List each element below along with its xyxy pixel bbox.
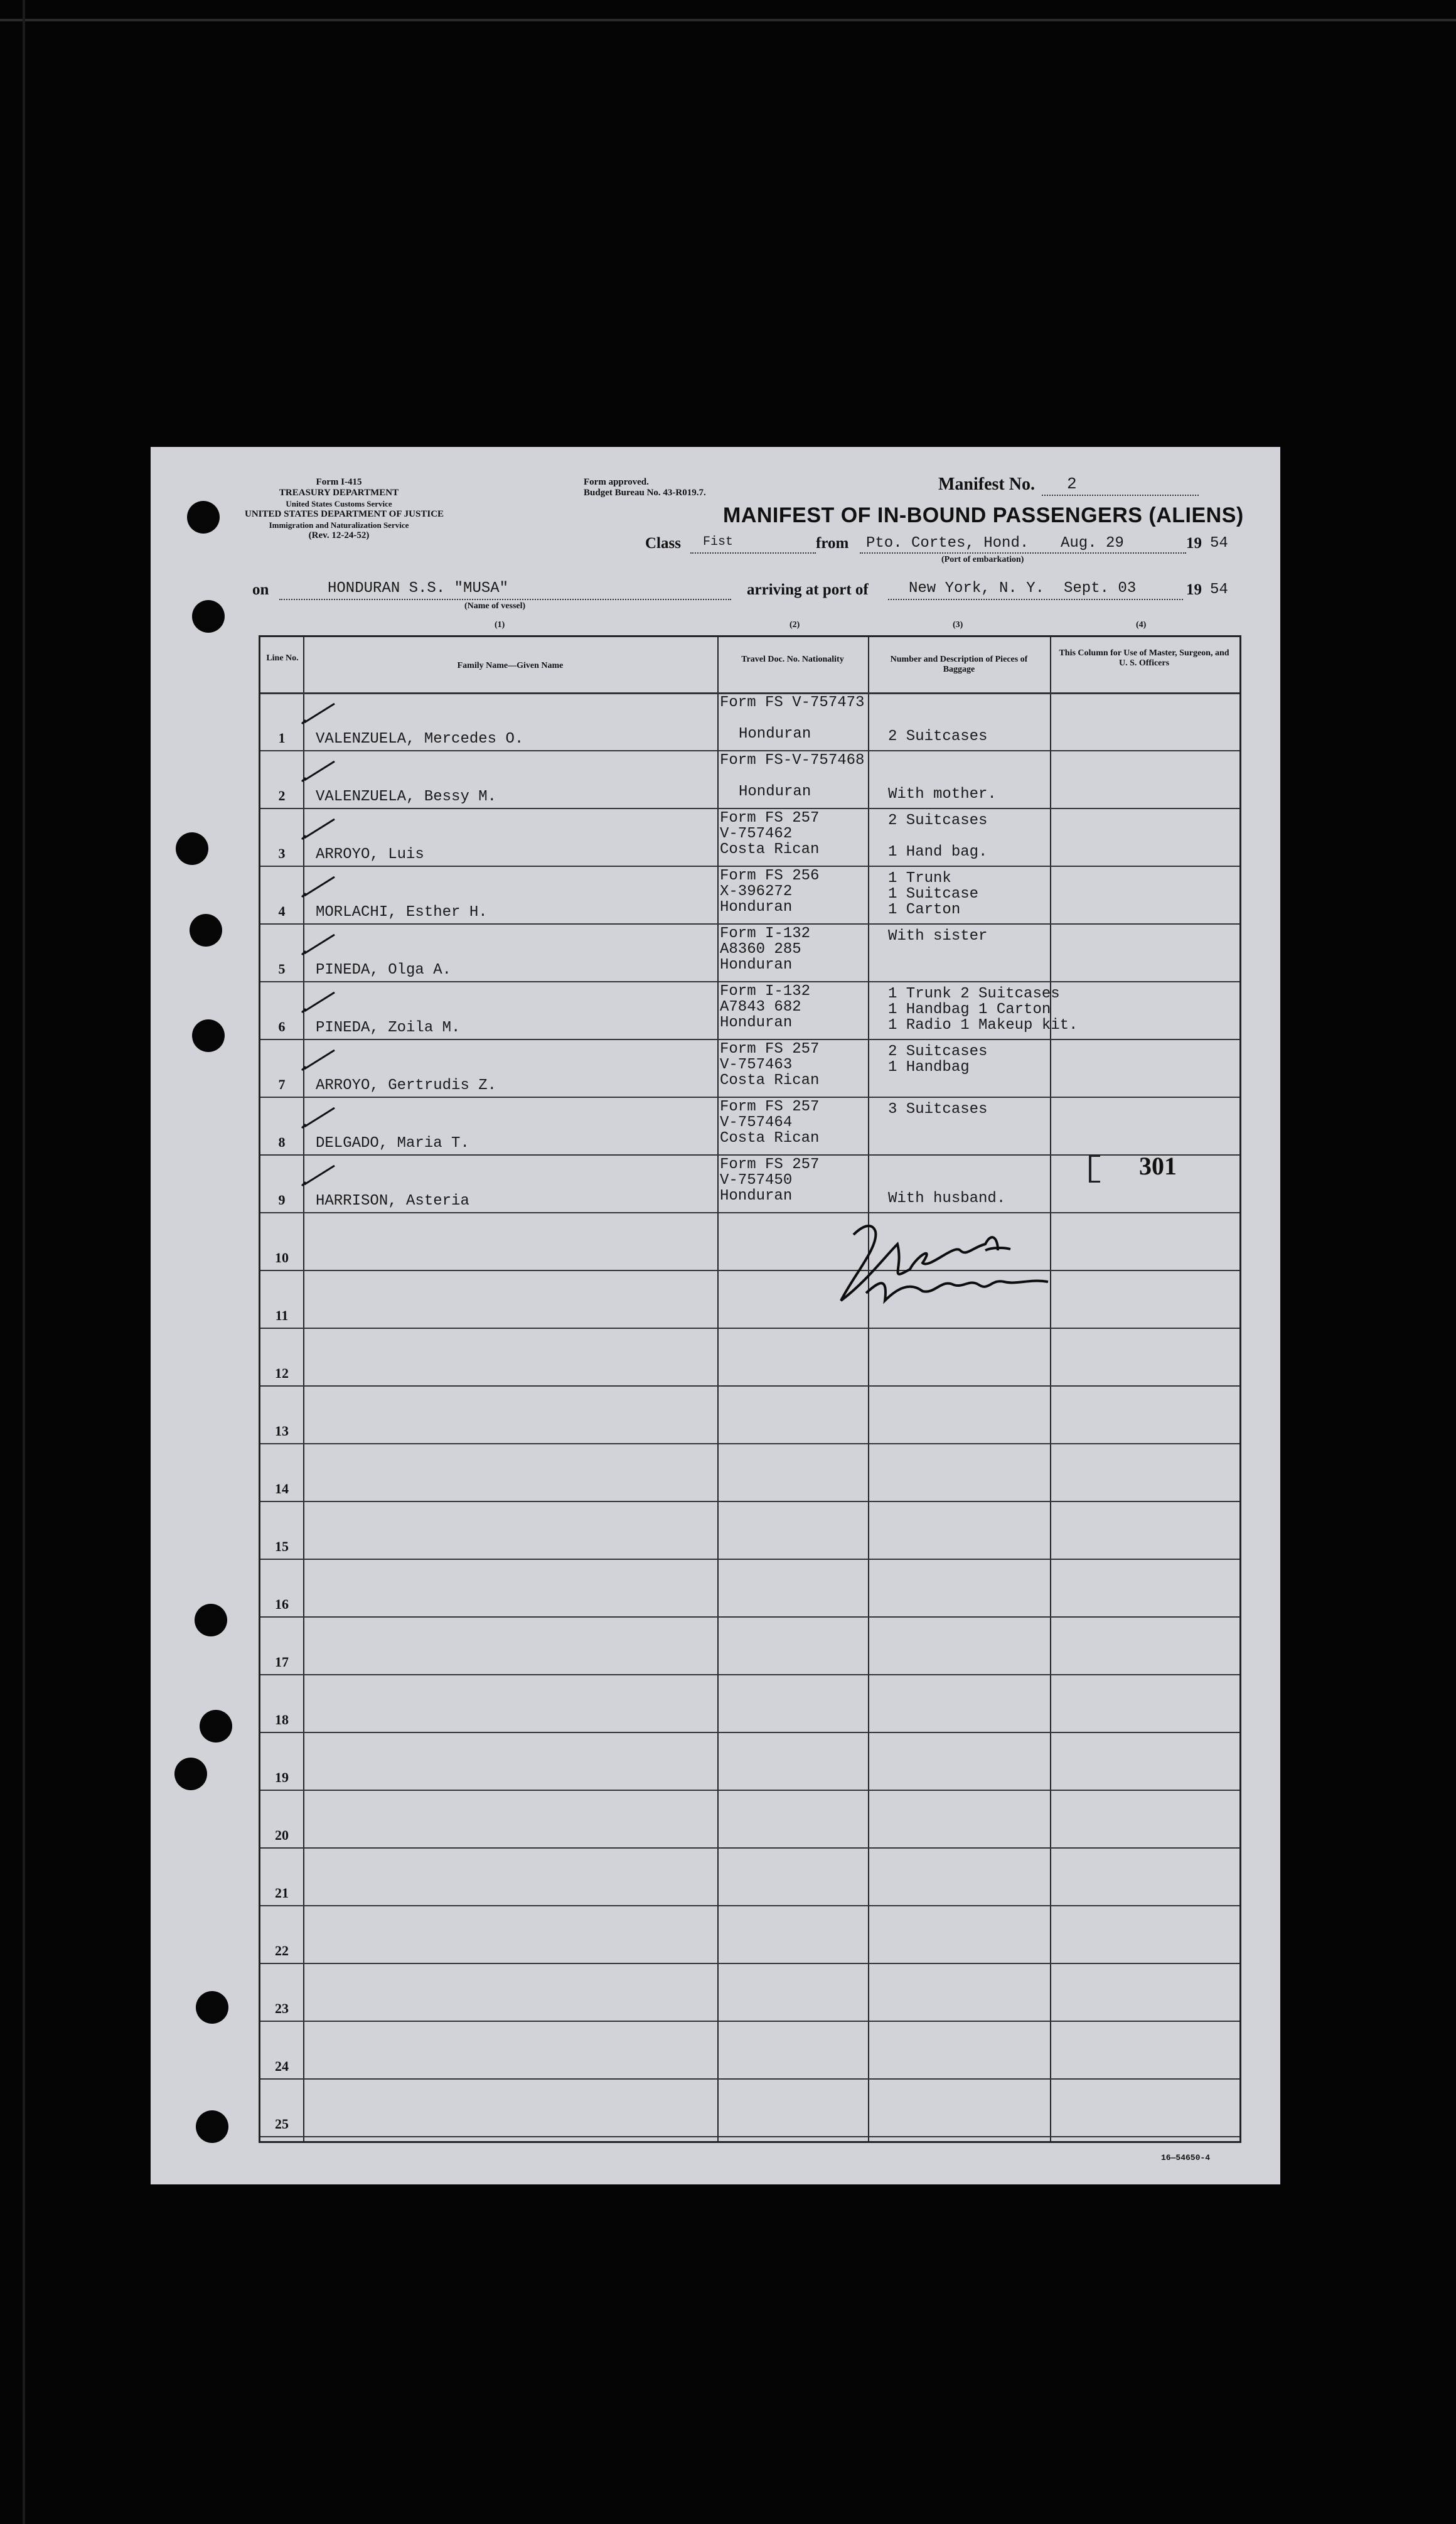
column-number-2: (2) <box>790 620 800 630</box>
checkmark-icon <box>299 1163 337 1188</box>
ins-service: Immigration and Naturalization Service <box>269 520 409 530</box>
from-date: Aug. 29 <box>1061 535 1124 552</box>
line-number: 11 <box>275 1308 289 1323</box>
port-embarkation-caption: (Port of embarkation) <box>941 555 1024 564</box>
form-number: Form I-415 <box>316 477 362 487</box>
baggage-line: With husband. <box>888 1190 1006 1207</box>
row-divider <box>260 2021 1239 2022</box>
budget-bureau: Budget Bureau No. 43-R019.7. <box>584 488 706 498</box>
column-number-4: (4) <box>1136 620 1147 630</box>
arriving-year: 54 <box>1210 581 1228 598</box>
baggage-line: 1 Trunk <box>888 870 951 887</box>
passenger-name: DELGADO, Maria T. <box>316 1135 469 1152</box>
travel-doc-line: Honduran <box>739 783 811 800</box>
manifest-number-label: Manifest No. <box>938 475 1035 494</box>
travel-doc-line: Honduran <box>720 1188 793 1205</box>
line-number: 14 <box>275 1481 289 1496</box>
line-number: 6 <box>278 1019 286 1034</box>
baggage-line: 1 Hand bag. <box>888 844 988 861</box>
checkmark-icon <box>299 1048 337 1073</box>
line-number: 9 <box>278 1192 286 1208</box>
passenger-name: PINEDA, Olga A. <box>316 962 452 979</box>
baggage-line: 2 Suitcases <box>888 812 988 829</box>
column-number-3: (3) <box>953 620 963 630</box>
travel-doc-line: Form FS-V-757468 <box>720 752 865 769</box>
passenger-name: ARROYO, Gertrudis Z. <box>316 1077 497 1094</box>
row-divider <box>260 1501 1239 1502</box>
line-number: 17 <box>275 1654 289 1670</box>
manifest-number-value: 2 <box>1067 475 1077 493</box>
row-divider <box>260 1847 1239 1849</box>
row-divider <box>260 866 1239 867</box>
travel-doc-line: V-757464 <box>720 1114 793 1131</box>
class-line <box>690 552 816 554</box>
travel-doc-line: Costa Rican <box>720 1072 820 1089</box>
class-value: Fist <box>703 535 734 549</box>
checkmark-icon <box>299 1105 337 1130</box>
punch-hole <box>190 914 222 947</box>
column-divider <box>303 637 304 2141</box>
line-number: 2 <box>278 788 286 803</box>
row-divider <box>260 1097 1239 1098</box>
line-number: 5 <box>278 961 286 977</box>
row-divider <box>260 750 1239 751</box>
dept-justice: UNITED STATES DEPARTMENT OF JUSTICE <box>245 509 444 519</box>
from-year-prefix: 19 <box>1186 535 1202 552</box>
column-number-1: (1) <box>495 620 505 630</box>
baggage-line: 1 Suitcase <box>888 886 979 903</box>
row-divider <box>260 808 1239 809</box>
line-number: 20 <box>275 1827 289 1843</box>
arriving-date: Sept. 03 <box>1064 580 1137 597</box>
from-year: 54 <box>1210 535 1228 552</box>
row-divider <box>260 1328 1239 1329</box>
travel-doc-line: X-396272 <box>720 883 793 900</box>
line-number: 7 <box>278 1077 286 1092</box>
column-divider <box>868 637 869 2141</box>
scan-top-edge <box>0 19 1456 21</box>
passenger-name: VALENZUELA, Mercedes O. <box>316 731 524 748</box>
checkmark-icon <box>299 990 337 1015</box>
travel-doc-line: Form I-132 <box>720 983 811 1000</box>
row-divider <box>260 1212 1239 1213</box>
travel-doc-line: Form FS 257 <box>720 1156 820 1173</box>
on-label: on <box>252 581 269 598</box>
passenger-name: PINEDA, Zoila M. <box>316 1019 461 1036</box>
travel-doc-line: Form FS 257 <box>720 1041 820 1058</box>
class-label: Class <box>645 535 681 552</box>
column-divider <box>717 637 719 2141</box>
agency-block <box>245 477 444 541</box>
header-family-name: Family Name—Given Name <box>457 661 564 670</box>
travel-doc-line: Costa Rican <box>720 841 820 858</box>
checkmark-icon <box>299 817 337 842</box>
header-baggage: Number and Description of Pieces of Baggage <box>890 655 1028 674</box>
customs-service: United States Customs Service <box>286 499 392 508</box>
stamped-number: 301 <box>1139 1152 1177 1180</box>
row-divider <box>260 1790 1239 1791</box>
checkmark-icon <box>299 932 337 957</box>
line-number: 18 <box>275 1712 289 1727</box>
line-number: 19 <box>275 1769 289 1785</box>
line-number: 23 <box>275 2000 289 2016</box>
baggage-line: 1 Trunk 2 Suitcases <box>888 985 1060 1002</box>
row-divider <box>260 1674 1239 1675</box>
punch-hole <box>174 1758 207 1790</box>
row-divider <box>260 981 1239 982</box>
row-divider <box>260 923 1239 925</box>
punch-hole <box>196 1991 228 2024</box>
passenger-name: HARRISON, Asteria <box>316 1193 469 1210</box>
travel-doc-line: Form FS 256 <box>720 867 820 884</box>
travel-doc-line: Costa Rican <box>720 1130 820 1147</box>
scan-left-edge <box>23 0 25 2524</box>
row-divider <box>260 2078 1239 2080</box>
line-number: 25 <box>275 2116 289 2132</box>
line-number: 24 <box>275 2058 289 2074</box>
baggage-line: 2 Suitcases <box>888 1043 988 1060</box>
column-divider <box>1050 637 1051 2141</box>
line-number: 4 <box>278 903 286 919</box>
travel-doc-line: Form FS V-757473 <box>720 694 865 711</box>
vessel-caption: (Name of vessel) <box>464 601 526 611</box>
travel-doc-line: V-757450 <box>720 1172 793 1189</box>
travel-doc-line: Honduran <box>720 1014 793 1031</box>
travel-doc-line: Form FS 257 <box>720 810 820 827</box>
approval-block <box>584 477 706 498</box>
travel-doc-line: V-757463 <box>720 1056 793 1073</box>
line-number: 15 <box>275 1539 289 1554</box>
manifest-sheet <box>151 447 1280 2184</box>
line-number: 13 <box>275 1423 289 1439</box>
travel-doc-line: Honduran <box>720 899 793 916</box>
header-officers: This Column for Use of Master, Surgeon, and U. S. Officers <box>1059 648 1229 668</box>
manifest-number-line <box>1042 495 1199 496</box>
from-port: Pto. Cortes, Hond. <box>866 535 1029 552</box>
passenger-name: MORLACHI, Esther H. <box>316 904 488 921</box>
form-revision: (Rev. 12-24-52) <box>308 530 370 540</box>
arriving-line <box>888 599 1183 600</box>
line-number: 12 <box>275 1365 289 1381</box>
row-divider <box>260 1039 1239 1040</box>
travel-doc-line: Form I-132 <box>720 925 811 942</box>
checkmark-icon <box>299 759 337 784</box>
row-divider <box>260 1559 1239 1560</box>
line-number: 10 <box>275 1250 289 1265</box>
header-travel-doc: Travel Doc. No. Nationality <box>741 655 844 664</box>
line-number: 1 <box>278 730 286 746</box>
arriving-label: arriving at port of <box>747 581 869 598</box>
travel-doc-line: V-757462 <box>720 825 793 842</box>
baggage-line: 3 Suitcases <box>888 1101 988 1118</box>
row-divider <box>260 2136 1239 2137</box>
punch-hole <box>192 1019 225 1052</box>
row-divider <box>260 1270 1239 1271</box>
baggage-line: With mother. <box>888 786 997 803</box>
stamp-bracket-mark <box>1089 1155 1100 1183</box>
form-approved: Form approved. <box>584 477 649 487</box>
baggage-line: 1 Radio 1 Makeup kit. <box>888 1017 1078 1034</box>
row-divider <box>260 1732 1239 1733</box>
travel-doc-line: A7843 682 <box>720 999 801 1016</box>
vessel-name: HONDURAN S.S. "MUSA" <box>328 580 509 597</box>
passenger-name: ARROYO, Luis <box>316 846 424 863</box>
travel-doc-line: Honduran <box>739 726 811 743</box>
manifest-title: MANIFEST OF IN-BOUND PASSENGERS (ALIENS) <box>723 503 1244 527</box>
form-footer-code: 16—54650-4 <box>1161 2153 1211 2162</box>
punch-hole <box>187 501 220 534</box>
row-divider <box>260 1963 1239 1964</box>
punch-hole <box>176 832 208 865</box>
checkmark-icon <box>299 701 337 726</box>
line-number: 3 <box>278 846 286 861</box>
arriving-year-prefix: 19 <box>1186 581 1202 598</box>
baggage-line: 1 Handbag 1 Carton <box>888 1001 1051 1018</box>
dept-treasury: TREASURY DEPARTMENT <box>279 488 399 498</box>
line-number: 16 <box>275 1596 289 1612</box>
travel-doc-line: Honduran <box>720 957 793 974</box>
passenger-table <box>259 635 1241 2143</box>
from-line <box>860 552 1186 554</box>
travel-doc-line: A8360 285 <box>720 941 801 958</box>
header-line-no: Line No. <box>266 653 299 663</box>
row-divider <box>260 1616 1239 1618</box>
row-divider <box>260 1443 1239 1444</box>
passenger-name: VALENZUELA, Bessy M. <box>316 788 497 805</box>
baggage-line: 1 Carton <box>888 901 961 918</box>
line-number: 8 <box>278 1134 286 1150</box>
row-divider <box>260 1905 1239 1906</box>
punch-hole <box>195 1604 227 1636</box>
from-label: from <box>816 535 849 552</box>
line-number: 21 <box>275 1885 289 1901</box>
row-divider <box>260 1385 1239 1387</box>
punch-hole <box>192 600 225 633</box>
travel-doc-line: Form FS 257 <box>720 1098 820 1115</box>
line-number: 22 <box>275 1943 289 1958</box>
punch-hole <box>196 2110 228 2143</box>
baggage-line: 2 Suitcases <box>888 728 988 745</box>
officer-signature <box>828 1219 1092 1313</box>
vessel-line <box>279 599 731 600</box>
arriving-port: New York, N. Y. <box>909 580 1045 597</box>
baggage-line: 1 Handbag <box>888 1059 970 1076</box>
punch-hole <box>200 1710 232 1743</box>
baggage-line: With sister <box>888 928 988 945</box>
checkmark-icon <box>299 874 337 900</box>
